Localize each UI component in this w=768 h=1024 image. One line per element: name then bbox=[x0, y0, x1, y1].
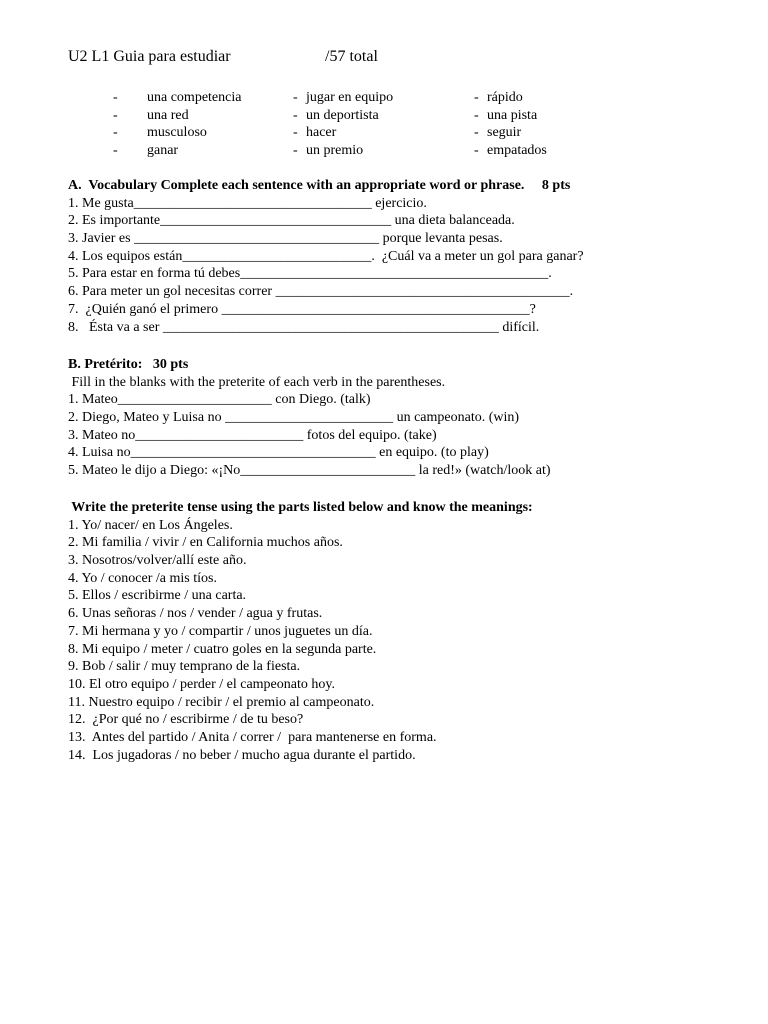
prompt-item: 6. Unas señoras / nos / vender / agua y frutas. bbox=[68, 606, 323, 622]
total-points: /57 total bbox=[325, 48, 378, 65]
prompt-item: 13. Antes del partido / Anita / correr / para mantenerse en forma. bbox=[68, 729, 437, 745]
worksheet-title: U2 L1 Guia para estudiar bbox=[68, 48, 231, 65]
sentence-item: 5. Para estar en forma tú debes____________________________________________. bbox=[68, 266, 552, 282]
prompt-item: 1. Yo/ nacer/ en Los Ángeles. bbox=[68, 517, 233, 533]
sentence-item: 8. Ésta va a ser ________________________________________________ difícil. bbox=[68, 319, 540, 335]
sentence-item: 6. Para meter un gol necesitas correr __________________________________________. bbox=[68, 284, 574, 300]
prompt-item: 14. Los jugadoras / no beber / mucho agua durante el partido. bbox=[68, 747, 416, 763]
fill-blank-item: 5. Mateo le dijo a Diego: «¡No_________________________ la red!» (watch/look at) bbox=[68, 463, 551, 479]
vocab-item: - rápido bbox=[474, 90, 523, 105]
section-c-heading: Write the preterite tense using the parts listed below and know the meanings: bbox=[68, 500, 533, 515]
prompt-item: 12. ¿Por qué no / escribirme / de tu beso? bbox=[68, 712, 304, 728]
sentence-item: 7. ¿Quién ganó el primero ____________________________________________? bbox=[68, 301, 536, 317]
vocab-item: - musculoso bbox=[113, 125, 207, 140]
fill-blank-item: 4. Luisa no___________________________________ en equipo. (to play) bbox=[68, 445, 489, 461]
prompt-item: 3. Nosotros/volver/allí este año. bbox=[68, 553, 247, 569]
prompt-item: 5. Ellos / escribirme / una carta. bbox=[68, 588, 247, 604]
vocab-item: - seguir bbox=[474, 125, 522, 140]
prompt-item: 9. Bob / salir / muy temprano de la fiesta. bbox=[68, 659, 301, 675]
vocab-item: - un deportista bbox=[293, 107, 379, 123]
vocab-item: - jugar en equipo bbox=[293, 90, 394, 105]
prompt-item: 2. Mi familia / vivir / en California muchos años. bbox=[68, 535, 343, 551]
fill-blank-item: 1. Mateo______________________ con Diego. (talk) bbox=[68, 392, 371, 408]
section-a-heading: A. Vocabulary Complete each sentence with an appropriate word or phrase. 8 pts bbox=[68, 178, 571, 193]
vocab-item: - un premio bbox=[293, 142, 364, 158]
sentence-item: 2. Es importante_________________________________ una dieta balanceada. bbox=[68, 213, 515, 229]
prompt-item: 7. Mi hermana y yo / compartir / unos juguetes un día. bbox=[68, 623, 373, 639]
fill-blank-item: 2. Diego, Mateo y Luisa no ________________________ un campeonato. (win) bbox=[68, 410, 520, 426]
prompt-item: 8. Mi equipo / meter / cuatro goles en la segunda parte. bbox=[68, 641, 377, 657]
vocab-column-2 bbox=[293, 89, 393, 159]
section-c-write-preterite bbox=[68, 499, 748, 764]
vocab-column-1 bbox=[113, 89, 241, 159]
section-b-preterite bbox=[68, 356, 748, 480]
vocab-column-3 bbox=[474, 89, 547, 159]
sentence-item: 4. Los equipos están___________________________. ¿Cuál va a meter un gol para ganar? bbox=[68, 248, 584, 264]
prompt-item: 4. Yo / conocer /a mis tíos. bbox=[68, 570, 217, 586]
vocab-item: - ganar bbox=[113, 142, 179, 158]
section-b-heading: B. Pretérito: 30 pts bbox=[68, 357, 189, 372]
section-a-vocabulary bbox=[68, 177, 748, 336]
vocab-item: - empatados bbox=[474, 142, 547, 158]
vocab-item: - hacer bbox=[293, 125, 337, 140]
prompt-item: 10. El otro equipo / perder / el campeonato hoy. bbox=[68, 676, 335, 692]
vocab-item: - una pista bbox=[474, 107, 538, 123]
vocab-item: - una competencia bbox=[113, 90, 242, 105]
vocab-item: - una red bbox=[113, 107, 189, 123]
worksheet-header bbox=[68, 47, 378, 67]
fill-blank-item: 3. Mateo no________________________ fotos del equipo. (take) bbox=[68, 427, 437, 443]
sentence-item: 1. Me gusta__________________________________ ejercicio. bbox=[68, 195, 427, 211]
section-b-instruction: Fill in the blanks with the preterite of each verb in the parentheses. bbox=[68, 374, 446, 390]
sentence-item: 3. Javier es ___________________________________ porque levanta pesas. bbox=[68, 231, 503, 247]
prompt-item: 11. Nuestro equipo / recibir / el premio al campeonato. bbox=[68, 694, 375, 710]
